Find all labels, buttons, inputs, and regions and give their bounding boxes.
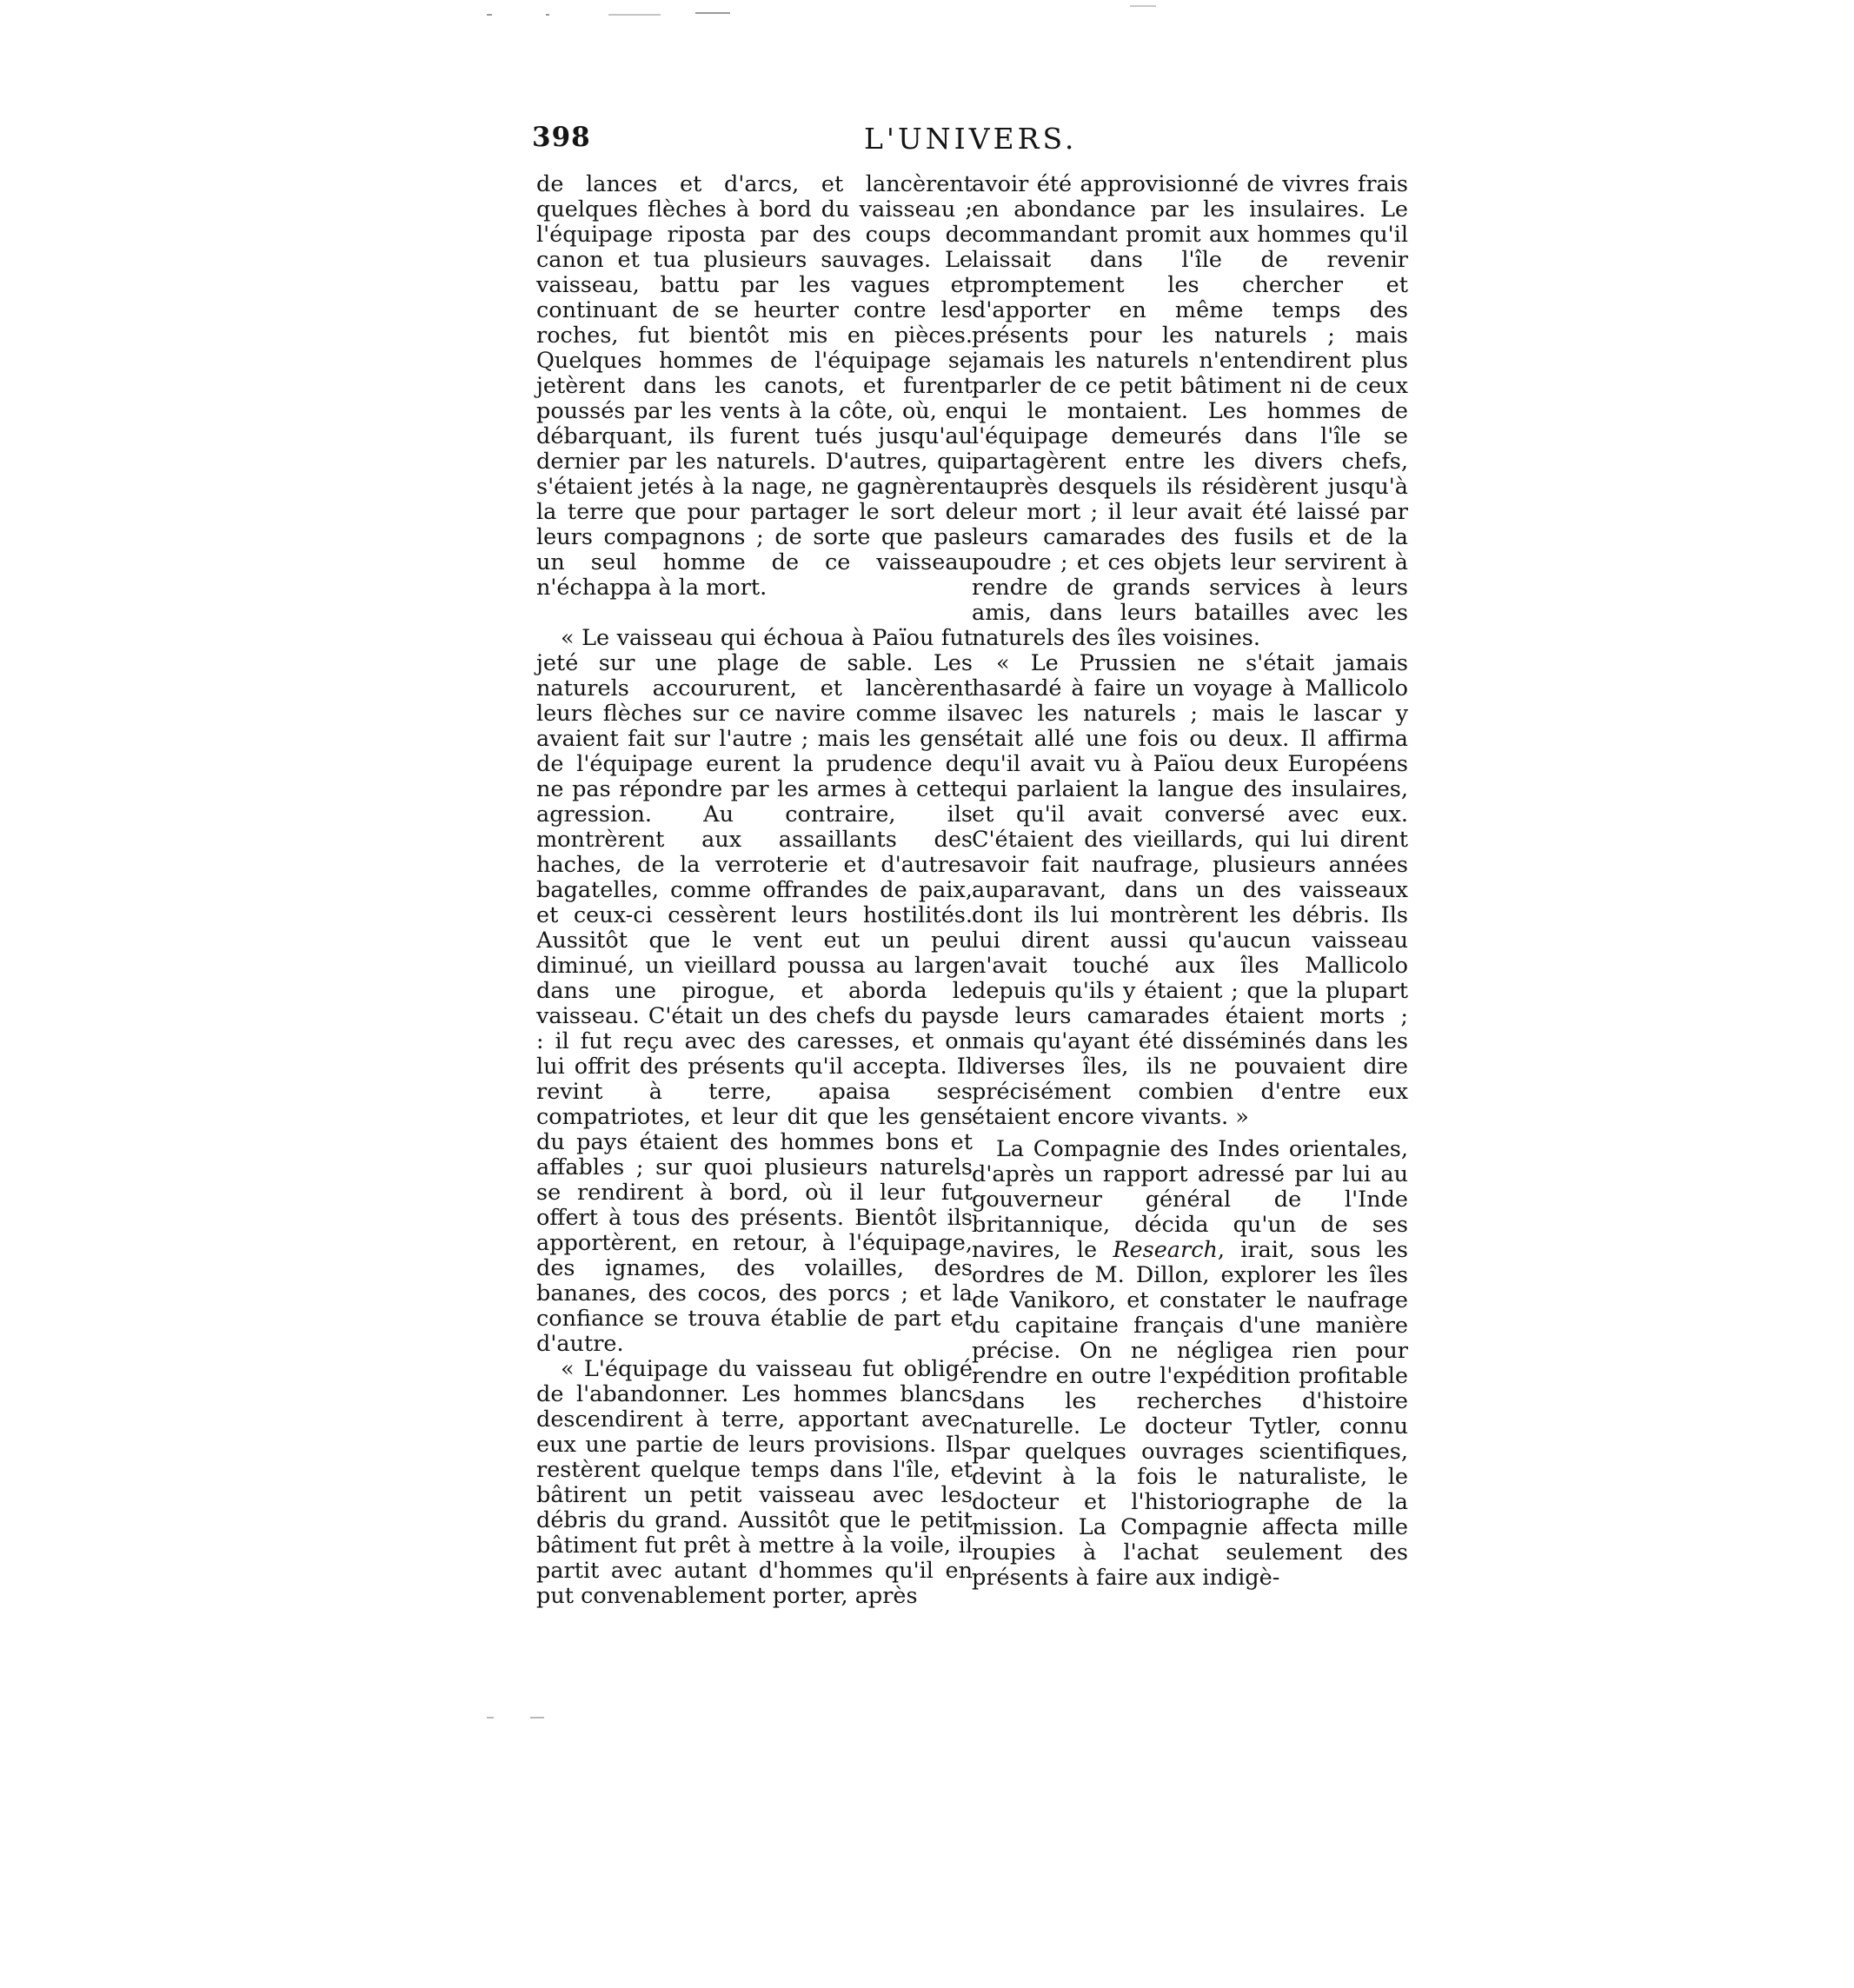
page-header xyxy=(532,122,1401,160)
right-column xyxy=(972,172,1408,1591)
paragraph xyxy=(972,1137,1408,1591)
scan-artifact xyxy=(608,14,661,16)
scan-artifact xyxy=(1130,5,1156,7)
scan-artifact xyxy=(695,12,730,14)
ship-name: Research xyxy=(1113,1237,1218,1263)
paragraph: « Le vaisseau qui échoua à Païou fut jeté sur une plage de sable. Les naturels accoururent, et lancèrent leurs flèches sur ce navire comme ils avaient fait sur l'autre ; mais les gens de l'équipage eurent la prudence de ne pas répondre par les armes à cette agression. Au contraire, ils montrèrent aux assaillants des haches, de la verroterie et d'autres bagatelles, comme offrandes de paix, et ceux-ci cessèrent leurs hostilités. Aussitôt que le vent eut un peu diminué, un vieillard poussa au large dans une pirogue, et aborda le vaisseau. C'était un des chefs du pays : il fut reçu avec des caresses, et on lui offrit des présents qu'il accepta. Il revint à terre, apaisa ses compatriotes, et leur dit que les gens du pays étaient des hommes bons et affables ; sur quoi plusieurs naturels se rendirent à bord, où il leur fut offert à tous des présents. Bientôt ils apportèrent, en retour, à l'équipage, des ignames, des volailles, des bananes, des cocos, des porcs ; et la confiance se trouva établie de part et d'autre. xyxy=(536,625,973,1357)
paragraph: avoir été approvisionné de vivres frais en abondance par les insulaires. Le commandant promit aux hommes qu'il laissait dans l'île de revenir promptement les chercher et d'apporter en même temps des présents pour les naturels ; mais jamais les naturels n'entendirent plus parler de ce petit bâtiment ni de ceux qui le montaient. Les hommes de l'équipage demeurés dans l'île se partagèrent entre les divers chefs, auprès desquels ils résidèrent jusqu'à leur mort ; il leur avait été laissé par leurs camarades des fusils et de la poudre ; et ces objets leur servirent à rendre de grands services à leurs amis, dans leurs batailles avec les naturels des îles voisines. xyxy=(972,171,1408,651)
paragraph: « L'équipage du vaisseau fut obligé de l'abandonner. Les hommes blancs descendirent à terre, apportant avec eux une partie de leurs provisions. Ils restèrent quelque temps dans l'île, et bâtirent un petit vaisseau avec les débris du grand. Aussitôt que le petit bâtiment fut prêt à mettre à la voile, il partit avec autant d'hommes qu'il en put convenablement porter, après xyxy=(536,1356,973,1609)
scan-artifact xyxy=(487,1717,494,1719)
scan-artifact xyxy=(530,1717,544,1719)
scan-artifact xyxy=(546,14,549,16)
paragraph: de lances et d'arcs, et lancèrent quelques flèches à bord du vaisseau ; l'équipage riposta par des coups de canon et tua plusieurs sauvages. Le vaisseau, battu par les vagues et continuant de se heurter contre les roches, fut bientôt mis en pièces. Quelques hommes de l'équipage se jetèrent dans les canots, et furent poussés par les vents à la côte, où, en débarquant, ils furent tués jusqu'au dernier par les naturels. D'autres, qui s'étaient jetés à la nage, ne gagnèrent la terre que pour partager le sort de leurs compagnons ; de sorte que pas un seul homme de ce vaisseau n'échappa à la mort. xyxy=(536,171,973,601)
left-column xyxy=(536,172,973,1609)
paragraph: « Le Prussien ne s'était jamais hasardé à faire un voyage à Mallicolo avec les naturels ; mais le lascar y était allé une fois ou deux. Il affirma qu'il avait vu à Païou deux Européens qui parlaient la langue des insulaires, et qu'il avait conversé avec eux. C'étaient des vieillards, qui lui dirent avoir fait naufrage, plusieurs années auparavant, dans un des vaisseaux dont ils lui montrèrent les débris. Ils lui dirent aussi qu'aucun vaisseau n'avait touché aux îles Mallicolo depuis qu'ils y étaient ; que la plupart de leurs camarades étaient morts ; mais qu'ayant été disséminés dans les diverses îles, ils ne pouvaient dire précisément combien d'entre eux étaient encore vivants. » xyxy=(972,650,1408,1130)
running-title: L'UNIVERS. xyxy=(864,122,1078,156)
scan-artifact xyxy=(487,14,492,16)
page-number: 398 xyxy=(532,122,591,153)
paragraph-text: La Compagnie des Indes orientales, d'après un rapport adressé par lui au gouverneur général de l'Inde britannique, décida qu'un de ses navires, le xyxy=(972,1136,1408,1263)
paragraph-text: , irait, sous les ordres de M. Dillon, explorer les îles de Vanikoro, et constater le naufrage du capitaine français d'une manière précise. On ne négligea rien pour rendre en outre l'expédition profitable dans les recherches d'histoire naturelle. Le docteur Tytler, connu par quelques ouvrages scientifiques, devint à la fois le naturaliste, le docteur et l'historiographe de la mission. La Compagnie affecta mille roupies à l'achat seulement des présents à faire aux indigè- xyxy=(972,1237,1409,1591)
